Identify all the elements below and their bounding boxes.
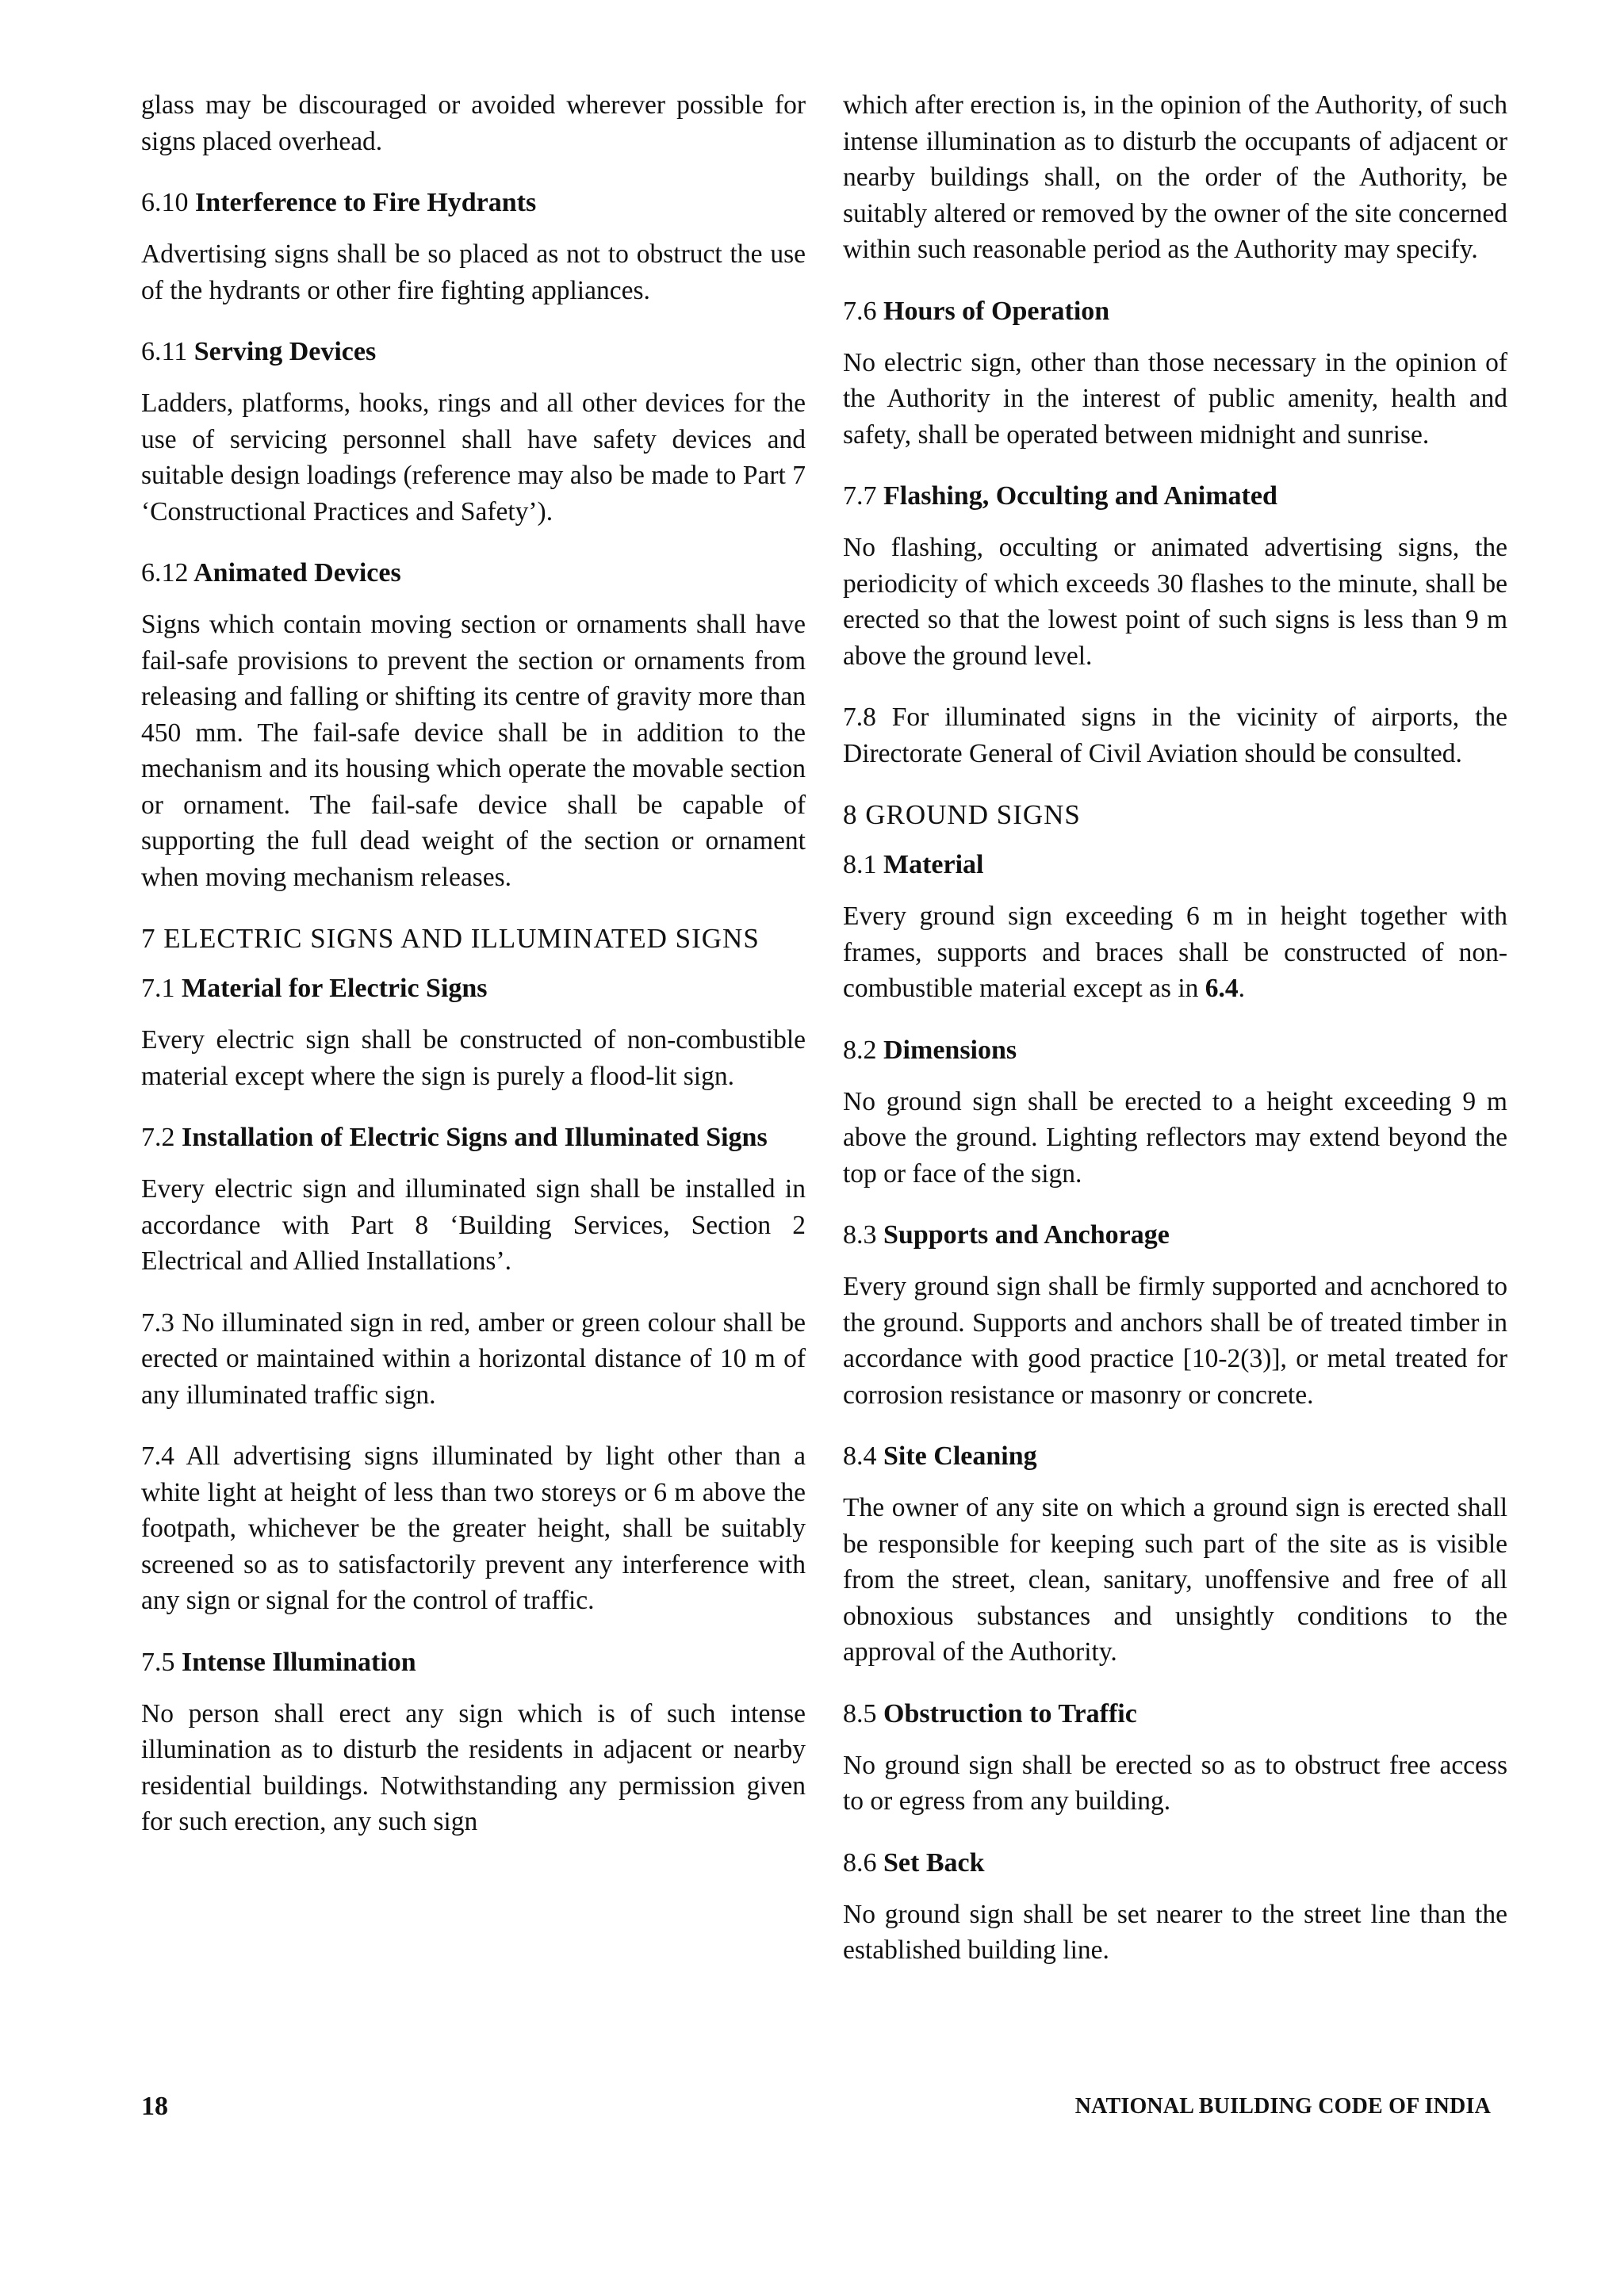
section-8-3-text: Every ground sign shall be firmly supported and acnchored to the ground. Supports and anchors shall be of treated timber in accordance with good practice [10-2(3)], or metal treated for corrosion resistance or masonry or concrete.	[843, 1272, 1507, 1410]
section-7-7-text: No flashing, occulting or animated advertising signs, the periodicity of which exceeds 30 flashes to the minute, shall be erected so that the lowest point of such signs is less than 9 m above the ground level.	[843, 533, 1507, 671]
section-6-12-heading	[141, 555, 806, 591]
section-8-4-text: The owner of any site on which a ground sign is erected shall be responsible for keeping such part of the site as is visible from the street, clean, sanitary, unoffensive and free of all obnoxious substances and unsightly conditions to the approval of the Authority.	[843, 1493, 1507, 1667]
section-number: 7.8	[843, 702, 876, 732]
section-number: 6.11	[141, 337, 188, 366]
section-title: Hours of Operation	[883, 296, 1110, 326]
section-6-10-text: Advertising signs shall be so placed as not to obstruct the use of the hydrants or other fire fighting appliances.	[141, 239, 806, 305]
section-8-1-heading	[843, 847, 1507, 882]
section-number: 8.2	[843, 1035, 877, 1065]
section-8-3-heading	[843, 1217, 1507, 1253]
running-footer: NATIONAL BUILDING CODE OF INDIA	[1074, 2094, 1491, 2119]
section-8-6-text: No ground sign shall be set nearer to the street line than the established building line.	[843, 1899, 1507, 1965]
section-7-2-text: Every electric sign and illuminated sign shall be installed in accordance with Part 8 ‘Building Services, Section 2 Electrical and Allied Installations’.	[141, 1174, 806, 1276]
section-title: Obstruction to Traffic	[883, 1698, 1137, 1728]
left-column	[141, 87, 806, 1866]
section-7-1-text: Every electric sign shall be constructed of non-combustible material except where the sign is purely a flood-lit sign.	[141, 1025, 806, 1091]
paragraph-continued: which after erection is, in the opinion of the Authority, of such intense illumination as to disturb the occupants of adjacent or nearby buildings shall, on the order of the Authority, be suitably altered or removed by the owner of the site concerned within such reasonable period as the Authority may specify.	[843, 90, 1507, 264]
section-7-6-heading	[843, 293, 1507, 329]
section-title: Interference to Fire Hydrants	[195, 188, 537, 217]
section-8-4-heading	[843, 1438, 1507, 1474]
section-7-5-heading	[141, 1644, 806, 1680]
section-number: 7.2	[141, 1123, 175, 1152]
section-7-3-text	[141, 1305, 806, 1414]
section-7-1-heading	[141, 970, 806, 1006]
section-number: 7.7	[843, 481, 877, 511]
section-number: 7.5	[141, 1647, 175, 1677]
section-6-11-text: Ladders, platforms, hooks, rings and all other devices for the use of servicing personnel shall have safety devices and suitable design loadings (reference may also be made to Part 7 ‘Constructional Practices and Safety’).	[141, 389, 806, 526]
section-8-2-text: No ground sign shall be erected to a height exceeding 9 m above the ground. Lighting reflectors may extend beyond the top or face of the sign.	[843, 1086, 1507, 1189]
section-title: Site Cleaning	[883, 1441, 1037, 1471]
section-7-8-text	[843, 699, 1507, 771]
section-title: Material for Electric Signs	[182, 974, 488, 1003]
section-body: No illuminated sign in red, amber or green colour shall be erected or maintained within a horizontal distance of 10 m of any illuminated traffic sign.	[141, 1307, 806, 1410]
section-title: Dimensions	[883, 1035, 1017, 1065]
page-number: 18	[141, 2092, 168, 2121]
section-title: Material	[883, 850, 984, 879]
section-8-6-heading	[843, 1845, 1507, 1881]
section-body: All advertising signs illuminated by light other than a white light at height of less than two storeys or 6 m above the footpath, whichever be the greater height, shall be suitably screened so as to satisfactorily prevent any interference with any sign or signal for the control of traffic.	[141, 1441, 806, 1615]
section-8-1-text	[843, 898, 1507, 1007]
section-title: Flashing, Occulting and Animated	[883, 481, 1277, 511]
right-column	[843, 87, 1507, 1994]
section-7-7-heading	[843, 478, 1507, 514]
section-7-6-text: No electric sign, other than those necessary in the opinion of the Authority in the interest of public amenity, health and safety, shall be operated between midnight and sunrise.	[843, 347, 1507, 450]
section-body: For illuminated signs in the vicinity of airports, the Directorate General of Civil Aviation should be consulted.	[843, 702, 1508, 768]
section-number: 8.4	[843, 1441, 877, 1471]
section-7-2-heading	[141, 1120, 806, 1155]
section-6-12-text: Signs which contain moving section or ornaments shall have fail-safe provisions to prevent the section or ornaments from releasing and falling or shifting its centre of gravity more than 450 mm. The fail-safe device shall be in addition to the mechanism and its housing which operate the movable section or ornament. The fail-safe device shall be capable of supporting the full dead weight of the section or ornament when moving mechanism releases.	[141, 610, 806, 892]
section-number: 7.6	[843, 296, 877, 326]
section-7-5-text: No person shall erect any sign which is of such intense illumination as to disturb the residents in adjacent or nearby residential buildings. Notwithstanding any permission given for such erection, any such sign	[141, 1698, 806, 1836]
section-8-heading: 8 GROUND SIGNS	[843, 799, 1081, 830]
section-title: Supports and Anchorage	[883, 1220, 1170, 1250]
section-title: Animated Devices	[193, 558, 401, 588]
section-number: 8.1	[843, 850, 877, 879]
section-8-2-heading	[843, 1032, 1507, 1068]
section-number: 8.6	[843, 1847, 877, 1878]
section-6-10-heading	[141, 185, 806, 220]
period: .	[1238, 974, 1245, 1003]
section-number: 8.5	[843, 1698, 877, 1728]
cross-reference: 6.4	[1205, 974, 1239, 1003]
section-number: 7.1	[141, 974, 175, 1003]
paragraph-continued: glass may be discouraged or avoided wherever possible for signs placed overhead.	[141, 90, 806, 156]
section-title: Installation of Electric Signs and Illuminated Signs	[182, 1123, 768, 1152]
section-number: 8.3	[843, 1220, 877, 1250]
section-number: 7.3	[141, 1307, 174, 1338]
section-8-5-text: No ground sign shall be erected so as to obstruct free access to or egress from any building.	[843, 1750, 1507, 1816]
section-6-11-heading	[141, 334, 806, 369]
section-8-5-heading	[843, 1696, 1507, 1732]
section-title: Serving Devices	[193, 337, 377, 366]
section-number: 7.4	[141, 1441, 174, 1471]
section-number: 6.12	[141, 558, 189, 588]
section-number: 6.10	[141, 188, 189, 217]
section-7-heading: 7 ELECTRIC SIGNS AND ILLUMINATED SIGNS	[141, 923, 760, 954]
section-title: Set Back	[883, 1847, 985, 1878]
section-title: Intense Illumination	[182, 1647, 416, 1677]
section-body: Every ground sign exceeding 6 m in height together with frames, supports and braces shall be constructed of non-combustible material except as in	[843, 902, 1507, 1003]
section-7-4-text	[141, 1438, 806, 1619]
